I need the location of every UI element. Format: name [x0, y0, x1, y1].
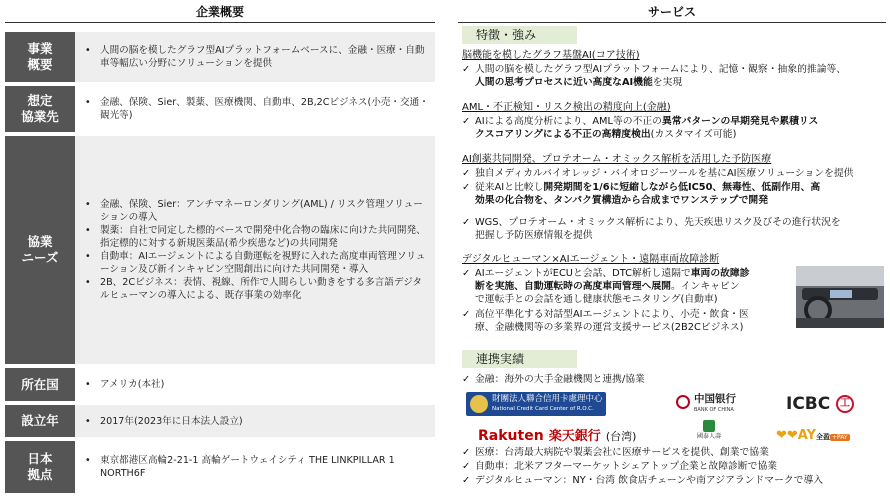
check-icon: ✓ — [462, 116, 471, 127]
row-body-needs — [75, 136, 435, 364]
services-title-rule — [458, 22, 886, 23]
partners-header: 連携実績 — [462, 350, 577, 368]
boc-emblem-icon — [676, 395, 690, 409]
overview-row-needs — [5, 136, 435, 364]
feature-aml-title: AML・不正検知・リスク検出の精度向上(金融) — [462, 102, 671, 113]
business-item: • 人間の脳を模したグラフ型AIプラットフォームベースに、金融・医療・自動車等幅広い分野にソリューションを提供 — [83, 44, 429, 70]
needs-item-b2c: • 2B、2Cビジネス：表情、視線、所作で人間らしい動きをする多言語デジタルヒューマンの導入による、既存事業の効率化 — [83, 276, 429, 302]
overview-row-country — [5, 368, 435, 401]
overview-title-rule — [5, 22, 435, 23]
check-icon: ✓ — [462, 447, 471, 458]
car-interior-image — [796, 266, 884, 328]
overview-title: 企業概要 — [195, 5, 244, 19]
overview-row-business — [5, 32, 435, 82]
feature-digital-human-title: デジタルヒューマン×AIエージェント・遠隔車両故障診断 — [462, 254, 720, 265]
feature-aml-text: ✓ AIによる高度分析により、AML等の不正の異常パターンの早期発見や累積リス クスコアリングによる不正の高精度検出(カスタマイズ可能) — [462, 116, 819, 140]
cathay-tree-icon — [703, 420, 715, 432]
needs-item-finance: • 金融、保険、Sier：アンチマネーロンダリング(AML) / リスク管理ソリューションの導入 — [83, 198, 429, 224]
nccc-emblem-icon — [470, 395, 488, 413]
feature-drug-discovery-title: AI創薬共同開発、プロテオーム・オミックス解析を活用した予防医療 — [462, 154, 772, 165]
rakuten-bank-logo: Rakuten 楽天銀行 (台湾) — [478, 428, 637, 444]
check-icon: ✓ — [462, 217, 471, 228]
row-label-business: 事業 概要 — [5, 32, 75, 82]
check-icon: ✓ — [462, 268, 471, 279]
icbc-logo: ICBC 工 — [786, 393, 858, 415]
feature-drug-discovery-text-1: ✓ 独自メディカルバイオレッジ・バイオロジーツールを基にAI医療ソリューションを提供 — [462, 168, 854, 179]
feature-digital-human-text-1: ✓ AIエージェントがECUと会話、DTC解析し遠隔で車両の故障診 断を実施、自動運転時の高度車両管理へ展開。インキャビン で運転手との会話を通し健康状態モニタリング(自動車) — [462, 268, 750, 305]
check-icon: ✓ — [462, 168, 471, 179]
row-body-country — [75, 368, 435, 401]
overview-row-partners — [5, 86, 435, 132]
services-title: サービス — [647, 5, 696, 19]
partner-auto: ✓ 自動車：北米アフターマーケットシェアトップ企業と故障診断で協業 — [462, 461, 778, 472]
founded-item: • 2017年(2023年に日本法人設立) — [83, 415, 429, 428]
icbc-emblem-icon: 工 — [836, 395, 854, 413]
ipay-logo: ❤❤AY全盈 +PAY — [776, 428, 848, 443]
feature-core-tech-title: 脳機能を模したグラフ基盤AI(コア技術) — [462, 50, 640, 61]
nccc-logo: 財團法人聯合信用卡處理中心 National Credit Card Center of R.O.C. — [466, 392, 606, 416]
needs-item-auto: • 自動車：AIエージェントによる自動運転を視野に入れた高度車両管理ソリューション及び新インキャビン空間創出に向けた共同開発・導入 — [83, 250, 429, 276]
feature-core-tech-text: ✓ 人間の脳を模したグラフ型AIプラットフォームにより、記憶・観察・抽象的推論等、 人間の思考プロセスに近い高度なAI機能を実現 — [462, 64, 847, 88]
check-icon: ✓ — [462, 475, 471, 486]
feature-drug-discovery-text-2: ✓ 従来AIと比較し開発期間を1/6に短縮しながら低IC50、無毒性、低副作用、高 効果の化合物を、タンパク質構造から合成までワンステップで開発 — [462, 182, 821, 206]
partner-finance: ✓ 金融：海外の大手金融機関と連携/協業 — [462, 374, 645, 385]
overview-row-founded — [5, 405, 435, 437]
partner-digital-human: ✓ デジタルヒューマン：NY・台湾 飲食店チェーンや南アジアランドマークで導入 — [462, 475, 824, 486]
check-icon: ✓ — [462, 309, 471, 320]
row-label-needs: 協業 ニーズ — [5, 136, 75, 364]
row-body-japan-office — [75, 441, 435, 493]
row-body-partners — [75, 86, 435, 132]
partner-medical: ✓ 医療：台湾最大病院や製薬会社に医療サービスを提供、創業で協業 — [462, 447, 769, 458]
feature-drug-discovery-text-3: ✓ WGS、プロテオーム・オミックス解析により、先天疾患リスク及びその進行状況を 把握し予防医療情報を提供 — [462, 217, 841, 241]
needs-item-pharma: • 製薬：自社で同定した標的ベースで開発中化合物の臨床に向けた共同開発、指定標的に対する新規医薬品(希少疾患など)の共同開発 — [83, 224, 429, 250]
row-label-partners: 想定 協業先 — [5, 86, 75, 132]
partners-item: • 金融、保険、Sier、製薬、医療機関、自動車、2B,2Cビジネス(小売・交通・観光等) — [83, 96, 429, 122]
row-body-business — [75, 32, 435, 82]
overview-row-japan-office — [5, 441, 435, 493]
feature-digital-human-text-2: ✓ 高位平準化する対話型AIエージェントにより、小売・飲食・医 療、金融機関等の多業界の運営支援サービス(2B2Cビジネス) — [462, 309, 749, 333]
row-label-japan-office: 日本 拠点 — [5, 441, 75, 493]
cathay-life-logo: 國泰人壽 — [692, 420, 726, 444]
row-body-founded — [75, 405, 435, 437]
country-item: • アメリカ(本社) — [83, 378, 429, 391]
check-icon: ✓ — [462, 374, 471, 385]
row-label-country: 所在国 — [5, 368, 75, 401]
japan-office-item: • 東京都港区高輪2-21-1 高輪ゲートウェイシティ THE LINKPILLAR 1 NORTH6F — [83, 454, 429, 480]
check-icon: ✓ — [462, 182, 471, 193]
bank-of-china-logo: 中国银行 BANK OF CHINA — [676, 393, 746, 417]
row-label-founded: 設立年 — [5, 405, 75, 437]
features-header: 特徴・強み — [462, 26, 577, 44]
check-icon: ✓ — [462, 64, 471, 75]
check-icon: ✓ — [462, 461, 471, 472]
